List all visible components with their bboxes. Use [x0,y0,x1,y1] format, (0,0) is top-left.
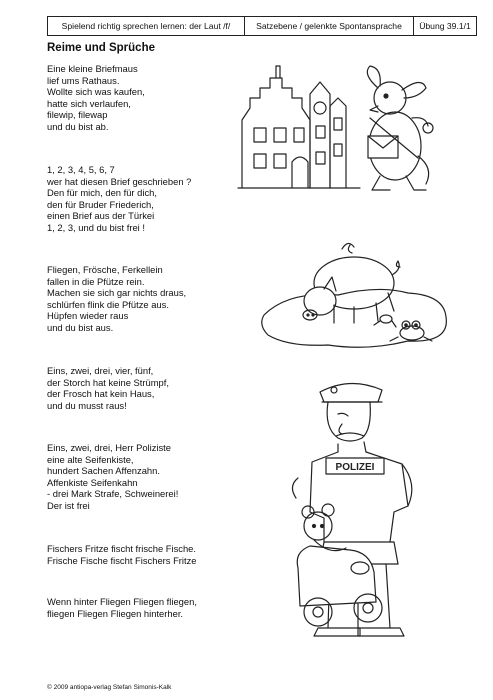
mouse-drawing [367,66,433,190]
rhyme-line: und du bist aus. [47,321,114,333]
rhyme-line: Der ist frei [47,499,90,511]
header-level: Satzebene / gelenkte Spontansprache [245,17,414,35]
rhyme-line: 1, 2, 3, und du bist frei ! [47,221,145,233]
rhyme-line: wer hat diesen Brief geschrieben ? [47,175,192,187]
rhyme-line: fallen in die Pfütze rein. [47,275,145,287]
police-sign-text: POLIZEI [335,462,375,473]
rhyme-line: lief ums Rathaus. [47,74,120,86]
rhyme-line: Eins, zwei, drei, Herr Poliziste [47,442,171,453]
rhyme-line: und du musst raus! [47,399,127,411]
frog-drawing [390,321,432,341]
rhyme-line: der Frosch hat kein Haus, [47,388,155,400]
header-exercise-number: Übung 39.1/1 [419,21,471,31]
pig-puddle-illustration [258,237,456,355]
page-title: Reime und Sprüche [47,42,155,54]
rhyme-line: schlürfen flink die Pfütze aus. [47,298,169,310]
rhyme-fischers-fritze [47,543,197,566]
copyright-footer: © 2009 antiopa-verlag Stefan Simonis-Kalk [47,684,172,691]
rhyme-line: einen Brief aus der Türkei [47,210,155,222]
rhyme-line: Hüpfen wieder raus [47,310,129,322]
rhyme-line: Wollte sich was kaufen, [47,86,145,98]
rhyme-line: - drei Mark Strafe, Schweinerei! [47,488,179,500]
pig-drawing [303,243,400,323]
rhyme-line: Fischers Fritze fischt frische Fische. [47,543,196,554]
rhyme-line: fliegen Fliegen Fliegen hinterher. [47,607,184,619]
child-in-soapbox-drawing [292,478,382,626]
rhyme-line: Fliegen, Frösche, Ferkellein [47,264,163,275]
rhyme-briefmaus [47,63,145,133]
rhyme-line: und du bist ab. [47,120,109,132]
rhyme-line: Eins, zwei, drei, vier, fünf, [47,365,154,376]
header-topic: Spielend richtig sprechen lernen: der Laut /f/ [48,17,245,35]
rhyme-storch [47,365,169,411]
rhyme-line: Den für mich, den für dich, [47,187,157,199]
rhyme-line: 1, 2, 3, 4, 5, 6, 7 [47,164,115,175]
worksheet-header [47,16,477,36]
rhyme-line: filewip, filewap [47,109,108,121]
townhall-drawing [238,66,360,188]
rhyme-line: Wenn hinter Fliegen Fliegen fliegen, [47,596,197,607]
mouse-townhall-illustration [230,58,440,196]
rhyme-line: hatte sich verlaufen, [47,97,131,109]
rhyme-line: Affenkiste Seifenkahn [47,476,138,488]
rhyme-line: Frische Fische fischt Fischers Fritze [47,554,197,566]
rhyme-fliegen-froesche [47,264,186,334]
rhyme-line: Eine kleine Briefmaus [47,63,138,74]
rhyme-line: hundert Sachen Affenzahn. [47,465,160,477]
rhyme-fliegen [47,596,197,619]
rhyme-counting-letter [47,164,191,234]
rhyme-line: eine alte Seifenkiste, [47,453,134,465]
rhyme-poliziste [47,442,178,512]
rhyme-line: der Storch hat keine Strümpf, [47,376,169,388]
rhyme-line: den für Bruder Friederich, [47,198,154,210]
policeman-soapbox-illustration [290,372,455,644]
rhyme-line: Machen sie sich gar nichts draus, [47,287,187,299]
